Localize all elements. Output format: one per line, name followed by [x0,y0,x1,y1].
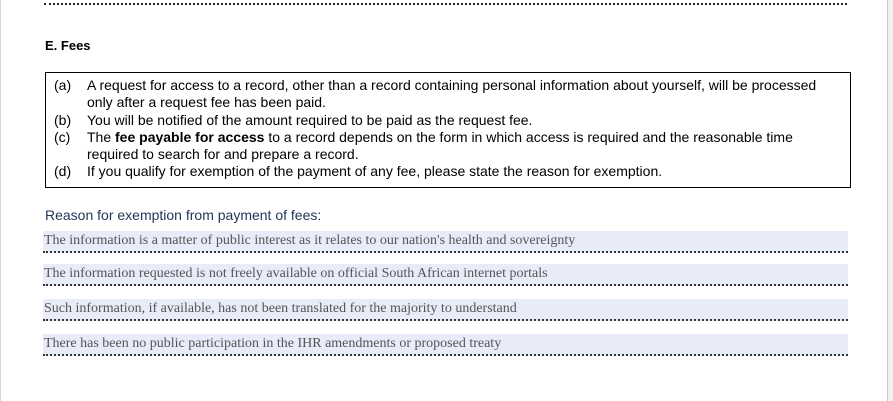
item-label: (d) [54,163,72,180]
item-text: You will be notified of the amount required to be paid as the request fee. [87,111,533,128]
bold-phrase: fee payable for access [115,128,265,145]
item-label: (c) [54,128,71,145]
fees-item-a [54,77,844,112]
fees-item-c [54,129,844,164]
item-text: A request for access to a record, other than a record containing personal information about yourself, will be processed only after a request fee has been paid. [87,77,817,111]
reason-field-3[interactable]: Such information, if available, has not been translated for the majority to understand [43,299,848,321]
reason-field-4[interactable]: There has been no public participation in the IHR amendments or proposed treaty [43,334,848,356]
item-text: The fee payable for access to a record depends on the form in which access is required and the reasonable time required to search for and prepare a record. [87,128,793,163]
item-label: (b) [54,111,72,128]
dotted-separator [44,0,847,5]
reason-field-2[interactable]: The information requested is not freely available on official South African internet portals [43,264,848,286]
item-label: (a) [54,77,72,93]
section-title: E. Fees [45,38,91,53]
reason-label: Reason for exemption from payment of fees: [45,207,322,223]
fees-item-b [54,112,844,129]
reason-field-1[interactable]: The information is a matter of public interest as it relates to our nation's health and sovereignty [43,231,848,253]
fees-info-box [45,72,851,188]
fees-item-d [54,163,844,180]
item-text: If you qualify for exemption of the payment of any fee, please state the reason for exemption. [87,163,663,180]
